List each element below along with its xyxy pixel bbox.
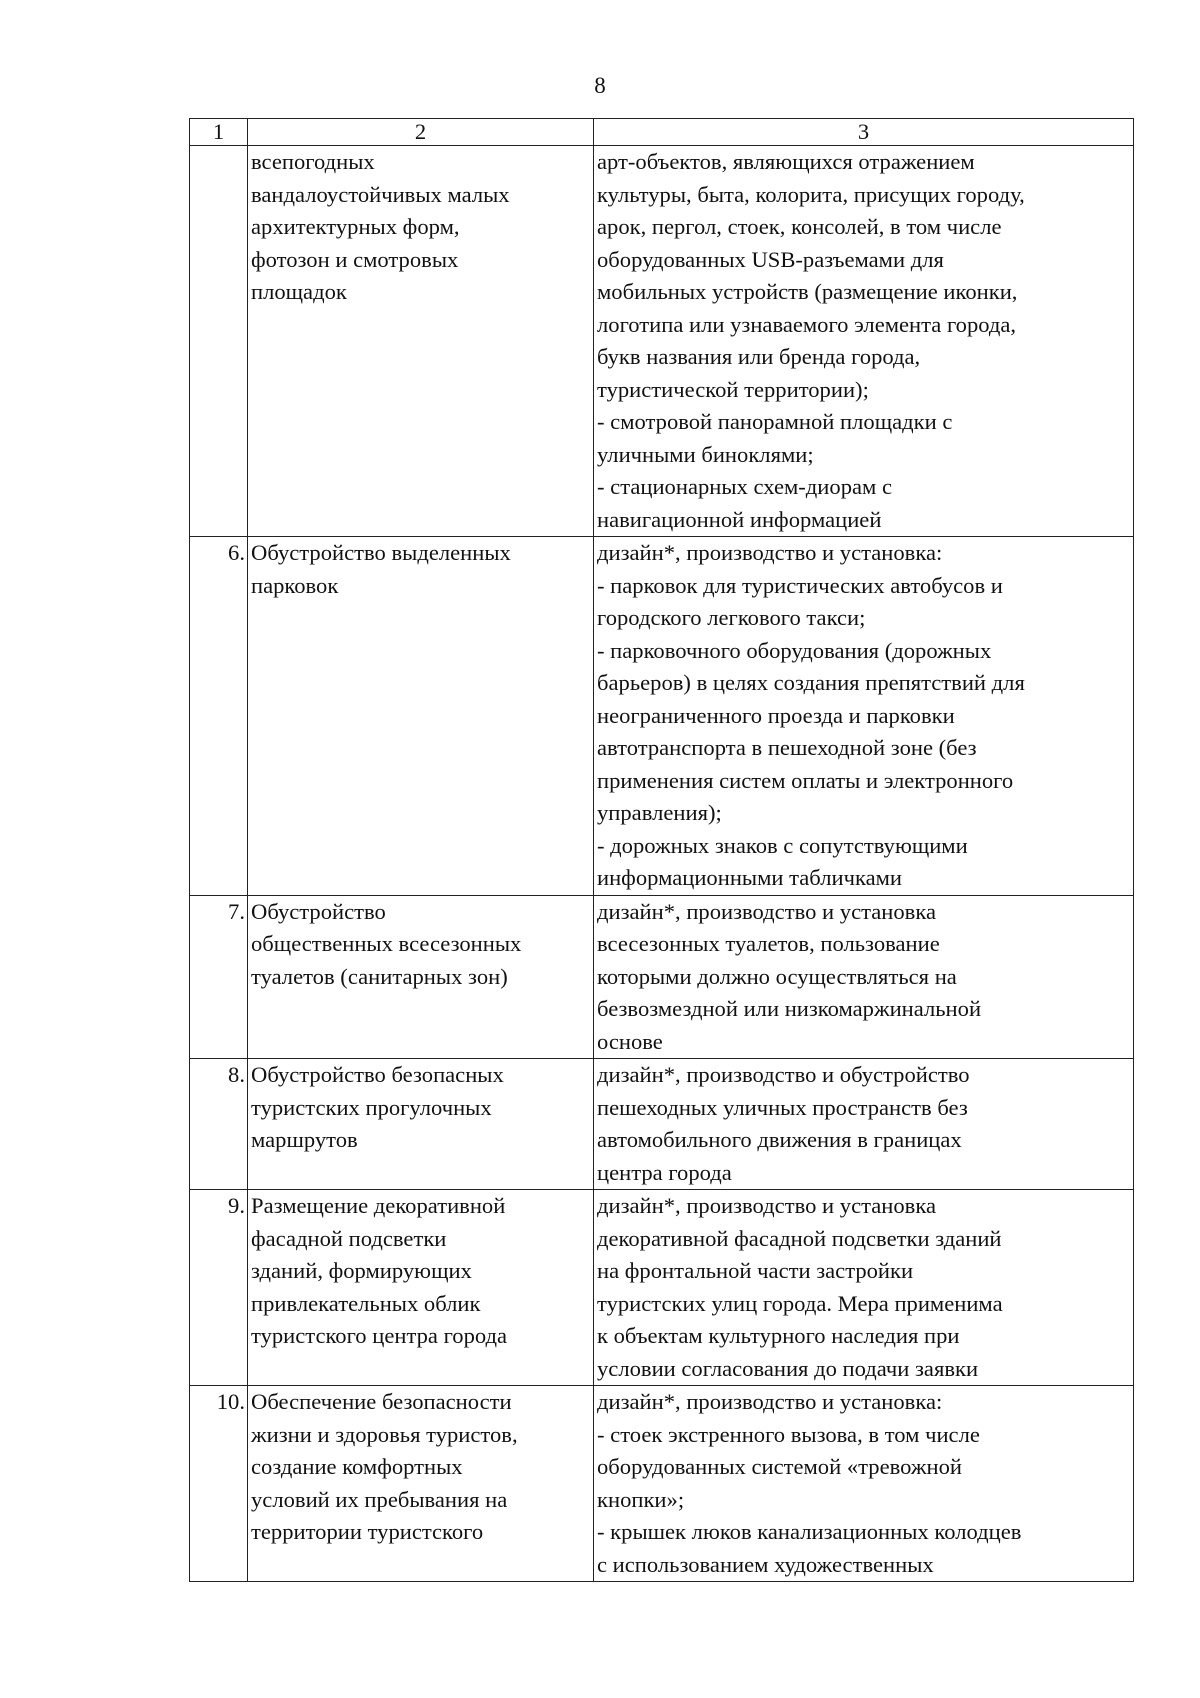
measure-name-cell bbox=[248, 895, 594, 1059]
cell-text-line: центра города bbox=[597, 1159, 732, 1185]
measure-description-cell bbox=[594, 537, 1134, 896]
cell-text-line: дизайн*, производство и обустройство bbox=[597, 1062, 970, 1087]
cell-text-line: дизайн*, производство и установка: bbox=[597, 1389, 943, 1414]
cell-text-line: Обустройство bbox=[251, 898, 386, 924]
cell-text-line: уличными биноклями; bbox=[597, 441, 814, 467]
cell-text-line: туристической территории); bbox=[597, 376, 869, 402]
cell-text-line: автомобильного движения в границах bbox=[597, 1127, 962, 1152]
cell-text-line: основе bbox=[597, 1028, 663, 1054]
cell-text-line: Обеспечение безопасности bbox=[251, 1389, 512, 1414]
measure-description-cell bbox=[594, 1059, 1134, 1190]
cell-text-line: декоративной фасадной подсветки зданий bbox=[597, 1225, 1002, 1251]
row-number: 10. bbox=[190, 1386, 248, 1582]
cell-text-line: условий их пребывания на bbox=[251, 1486, 508, 1512]
cell-text-line: зданий, формирующих bbox=[251, 1258, 472, 1283]
cell-text-line: всепогодных bbox=[251, 149, 375, 174]
measure-description-cell bbox=[594, 895, 1134, 1059]
cell-text-line: туалетов (санитарных зон) bbox=[251, 963, 508, 989]
cell-text-line: с использованием художественных bbox=[597, 1551, 934, 1577]
cell-text-line: парковок bbox=[251, 572, 339, 598]
cell-text-line: общественных всесезонных bbox=[251, 931, 522, 956]
cell-text-line: создание комфортных bbox=[251, 1454, 463, 1479]
table-row bbox=[190, 1386, 1134, 1582]
cell-text-line: арт-объектов, являющихся отражением bbox=[597, 149, 975, 174]
cell-text-line: городского легкового такси; bbox=[597, 605, 866, 630]
table-row bbox=[190, 1059, 1134, 1190]
measure-name-cell bbox=[248, 1386, 594, 1582]
cell-text-line: дизайн*, производство и установка bbox=[597, 1193, 936, 1218]
cell-text-line: жизни и здоровья туристов, bbox=[251, 1421, 518, 1447]
cell-text-line: - дорожных знаков с сопутствующими bbox=[597, 832, 968, 858]
cell-text-line: туристских улиц города. Мера применима bbox=[597, 1290, 1003, 1316]
cell-text-line: привлекательных облик bbox=[251, 1290, 481, 1316]
header-cell-1: 1 bbox=[190, 119, 248, 146]
table-row bbox=[190, 146, 1134, 537]
cell-text-line: дизайн*, производство и установка bbox=[597, 898, 936, 924]
cell-text-line: - крышек люков канализационных колодцев bbox=[597, 1519, 1022, 1544]
cell-text-line: маршрутов bbox=[251, 1127, 358, 1152]
row-number bbox=[190, 146, 248, 537]
cell-text-line: применения систем оплаты и электронного bbox=[597, 767, 1014, 793]
cell-text-line: - стоек экстренного вызова, в том числе bbox=[597, 1421, 980, 1447]
table-row bbox=[190, 1190, 1134, 1386]
cell-text-line: культуры, быта, колорита, присущих городу, bbox=[597, 181, 1025, 207]
cell-text-line: Обустройство выделенных bbox=[251, 540, 511, 565]
cell-text-line: территории туристского bbox=[251, 1519, 484, 1544]
cell-text-line: условии согласования до подачи заявки bbox=[597, 1355, 979, 1381]
row-number: 7. bbox=[190, 895, 248, 1059]
cell-text-line: безвозмездной или низкомаржинальной bbox=[597, 996, 982, 1021]
cell-text-line: к объектам культурного наследия при bbox=[597, 1323, 960, 1348]
cell-text-line: арок, пергол, стоек, консолей, в том числе bbox=[597, 214, 1002, 239]
row-number: 9. bbox=[190, 1190, 248, 1386]
header-cell-2: 2 bbox=[248, 119, 594, 146]
page-number: 8 bbox=[594, 73, 606, 98]
cell-text-line: архитектурных форм, bbox=[251, 214, 460, 239]
cell-text-line: автотранспорта в пешеходной зоне (без bbox=[597, 735, 977, 760]
table-header-row bbox=[190, 119, 1134, 146]
cell-text-line: - стационарных схем-диорам с bbox=[597, 474, 892, 499]
cell-text-line: - парковочного оборудования (дорожных bbox=[597, 637, 992, 663]
cell-text-line: информационными табличками bbox=[597, 865, 903, 890]
row-number: 6. bbox=[190, 537, 248, 896]
cell-text-line: оборудованных системой «тревожной bbox=[597, 1454, 962, 1479]
cell-text-line: барьеров) в целях создания препятствий для bbox=[597, 670, 1025, 695]
cell-text-line: вандалоустойчивых малых bbox=[251, 181, 510, 207]
cell-text-line: пешеходных уличных пространств без bbox=[597, 1094, 968, 1120]
measure-description-cell bbox=[594, 146, 1134, 537]
table-row bbox=[190, 895, 1134, 1059]
cell-text-line: кнопки»; bbox=[597, 1486, 685, 1512]
row-number: 8. bbox=[190, 1059, 248, 1190]
cell-text-line: туристского центра города bbox=[251, 1323, 508, 1348]
cell-text-line: всесезонных туалетов, пользование bbox=[597, 931, 940, 956]
cell-text-line: управления); bbox=[597, 800, 722, 825]
cell-text-line: букв названия или бренда города, bbox=[597, 344, 921, 369]
cell-text-line: неограниченного проезда и парковки bbox=[597, 702, 955, 728]
cell-text-line: дизайн*, производство и установка: bbox=[597, 540, 943, 565]
cell-text-line: - смотровой панорамной площадки с bbox=[597, 409, 953, 434]
cell-text-line: фасадной подсветки bbox=[251, 1225, 447, 1251]
measure-name-cell bbox=[248, 537, 594, 896]
cell-text-line: туристских прогулочных bbox=[251, 1094, 492, 1120]
cell-text-line: фотозон и смотровых bbox=[251, 246, 459, 272]
cell-text-line: навигационной информацией bbox=[597, 506, 882, 532]
cell-text-line: мобильных устройств (размещение иконки, bbox=[597, 279, 1018, 304]
document-table bbox=[189, 118, 1134, 1582]
cell-text-line: которыми должно осуществляться на bbox=[597, 963, 957, 989]
cell-text-line: площадок bbox=[251, 279, 347, 304]
header-cell-3: 3 bbox=[594, 119, 1134, 146]
cell-text-line: Размещение декоративной bbox=[251, 1193, 506, 1218]
cell-text-line: логотипа или узнаваемого элемента города, bbox=[597, 311, 1017, 337]
measure-description-cell bbox=[594, 1190, 1134, 1386]
cell-text-line: оборудованных USB-разъемами для bbox=[597, 246, 944, 272]
measure-name-cell bbox=[248, 1059, 594, 1190]
measure-description-cell bbox=[594, 1386, 1134, 1582]
cell-text-line: Обустройство безопасных bbox=[251, 1062, 504, 1087]
table-row bbox=[190, 537, 1134, 896]
measure-name-cell bbox=[248, 1190, 594, 1386]
measure-name-cell bbox=[248, 146, 594, 537]
cell-text-line: - парковок для туристических автобусов и bbox=[597, 572, 1003, 598]
cell-text-line: на фронтальной части застройки bbox=[597, 1258, 914, 1283]
